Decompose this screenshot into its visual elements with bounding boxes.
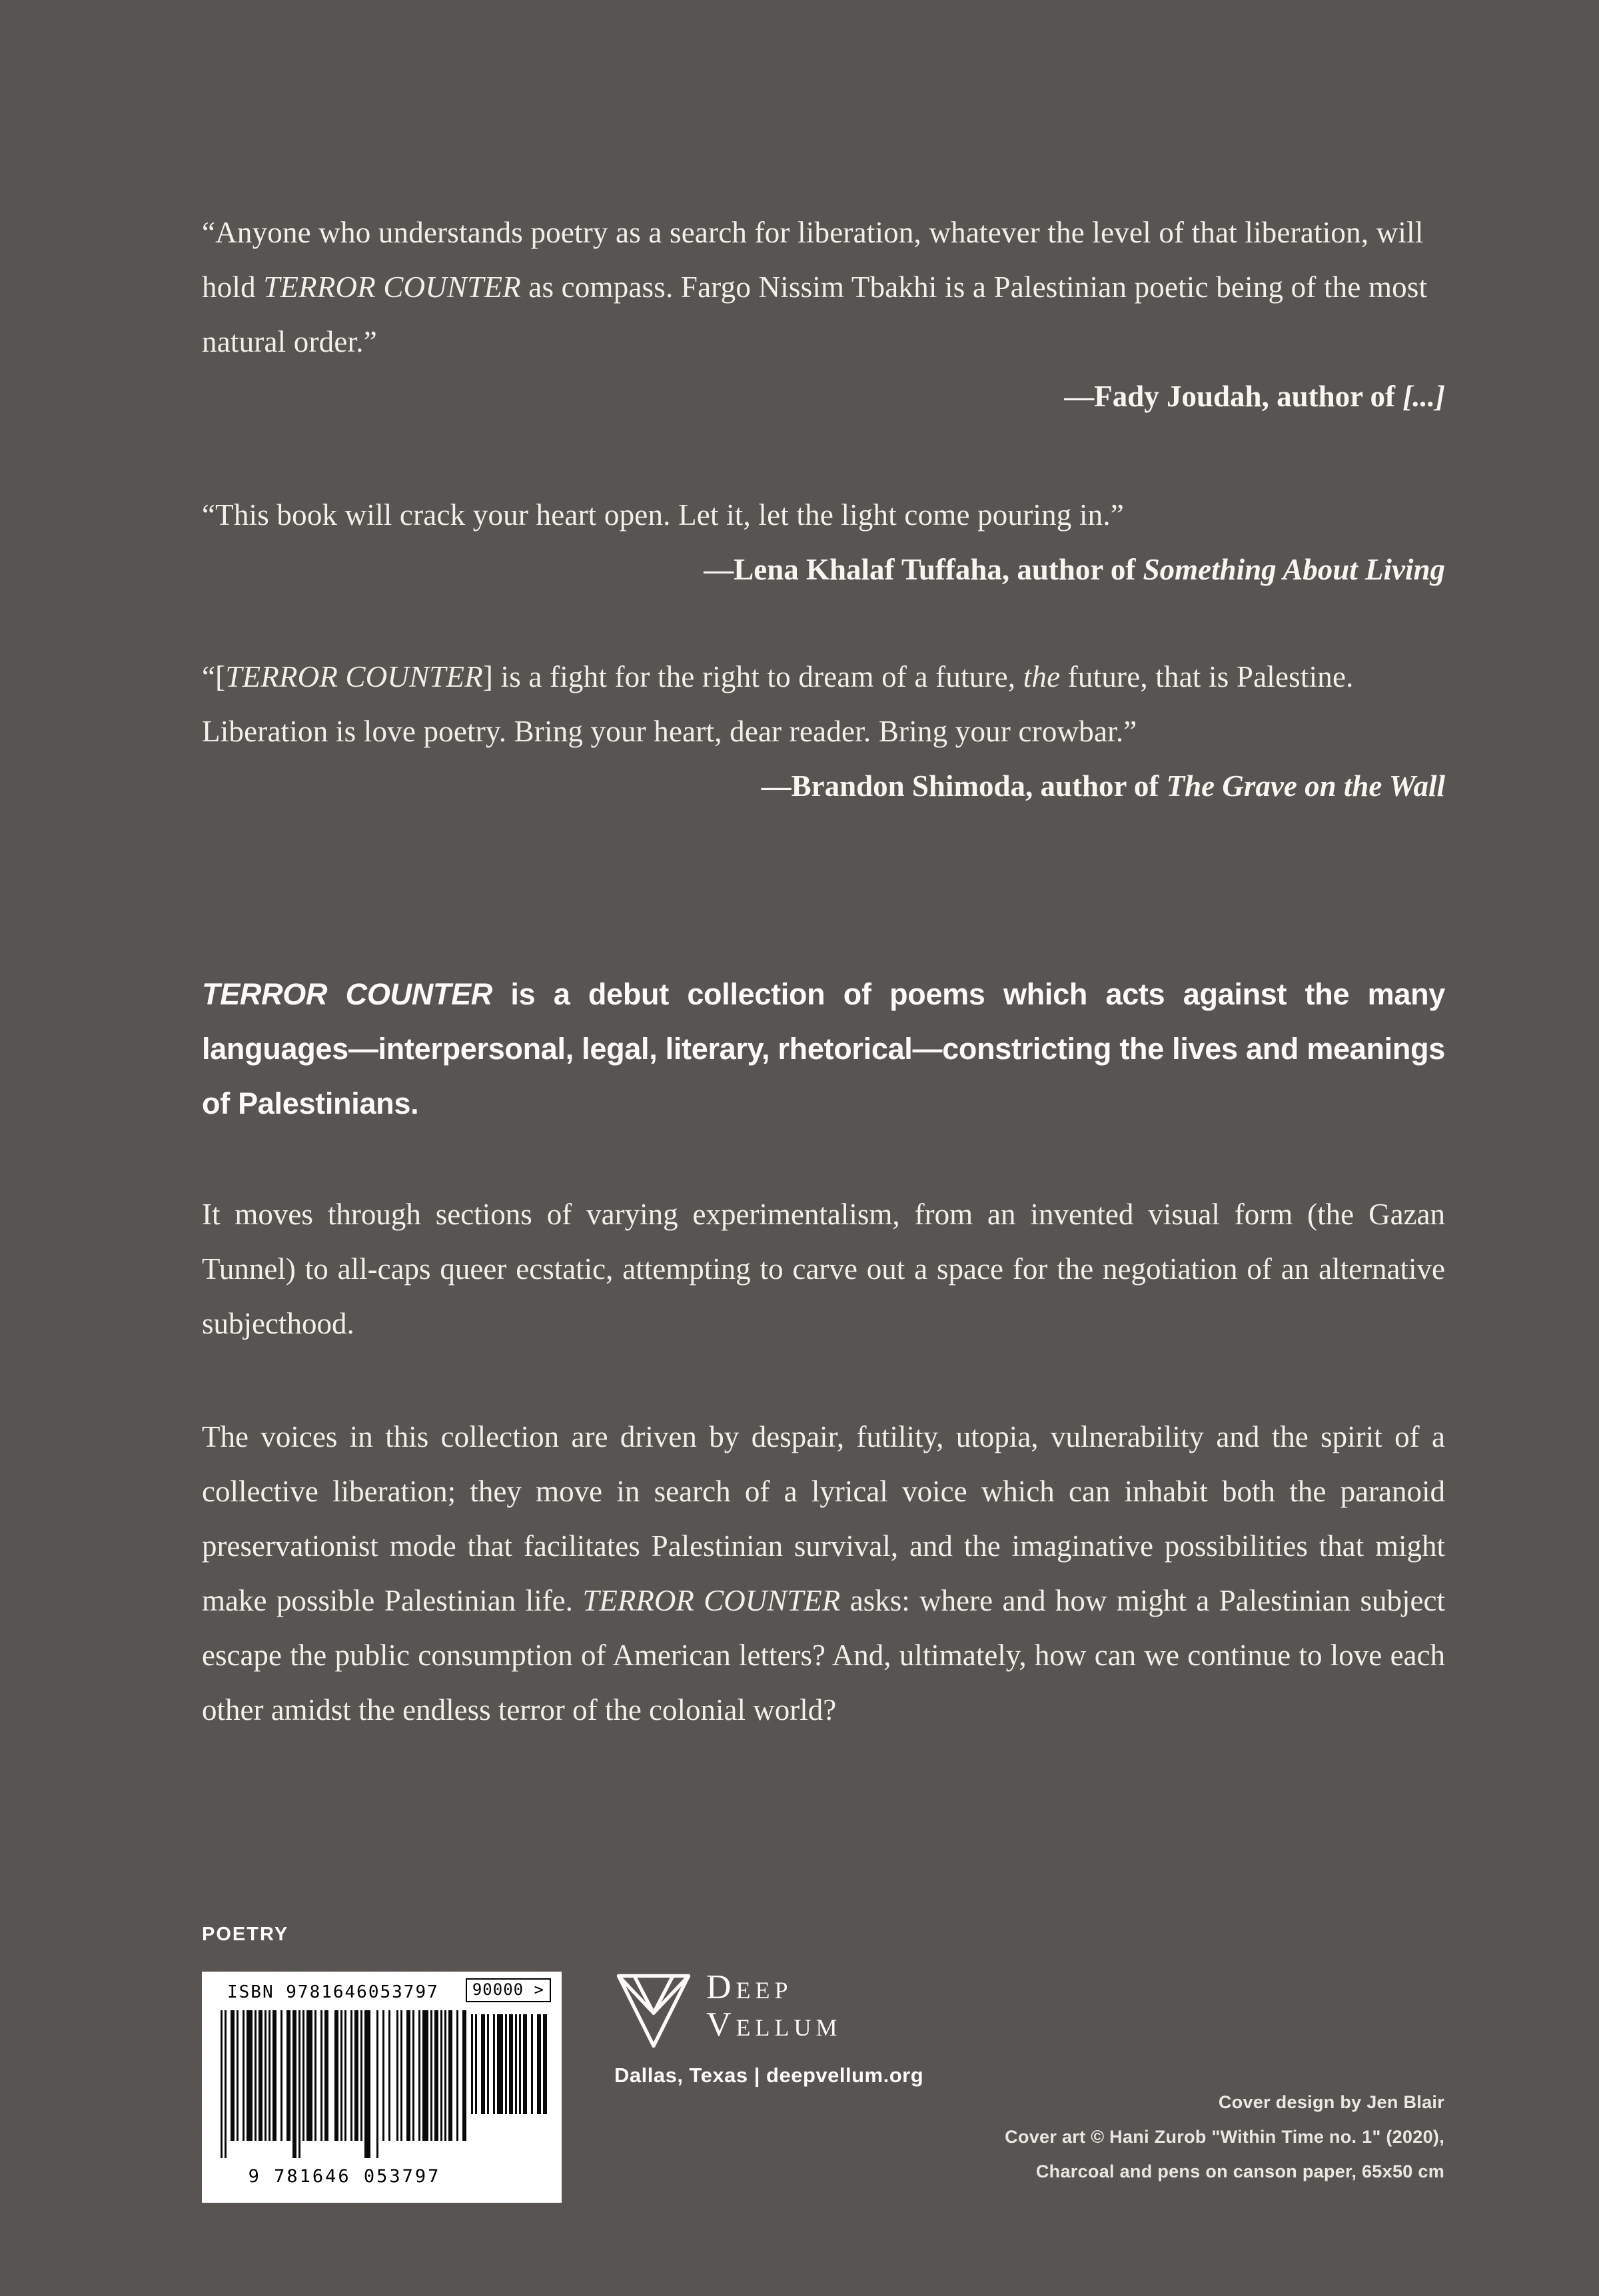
quote-block-2 [202, 488, 1445, 597]
category-label: POETRY [202, 1924, 289, 1945]
description-paragraph-3: The voices in this collection are driven by despair, futility, utopia, vulnerability and the spirit of a collective liberation; they move in search of a lyrical voice which can inhabit both the paranoid preservationist mode that facilitates Palestinian survival, and the imaginative possibilities that might make possible Palestinian life. TERROR COUNTER asks: where and how might a Palestinian subject escape the public consumption of American letters? And, ultimately, how can we continue to love each other amidst the endless terror of the colonial world? [202, 1420, 1445, 1726]
quote-2-text: “This book will crack your heart open. Let it, let the light come pouring in.” [202, 498, 1124, 532]
description-lead: TERROR COUNTER is a debut collection of poems which acts against the many languages—interpersonal, legal, literary, rhetorical—constricting the lives and meanings of Palestinians. [202, 977, 1445, 1120]
quote-3-text: “[TERROR COUNTER] is a fight for the right to dream of a future, the future, that is Palestine. Liberation is love poetry. Bring your heart, dear reader. Bring your crowbar.” [202, 660, 1354, 748]
credit-design: Cover design by Jen Blair [1218, 2092, 1444, 2112]
publisher-location: Dallas, Texas | deepvellum.org [614, 2064, 924, 2087]
barcode-bars-addon [471, 2014, 550, 2114]
credit-cover-art: Cover art © Hani Zurob "Within Time no. 1" (2020), [1005, 2127, 1444, 2147]
quote-block-3 [202, 649, 1445, 813]
quote-3-attribution: —Brandon Shimoda, author of The Grave on the Wall [761, 769, 1445, 803]
credit-medium: Charcoal and pens on canson paper, 65x50 cm [1035, 2161, 1444, 2181]
barcode-bars-main [221, 2010, 468, 2158]
barcode-digits: 9 781646 053797 [248, 2166, 441, 2187]
quote-1-text: “Anyone who understands poetry as a search for liberation, whatever the level of that liberation, will hold TERROR COUNTER as compass. Fargo Nissim Tbakhi is a Palestinian poetic being of the most natural order.” [202, 216, 1428, 358]
quote-2-attribution: —Lena Khalaf Tuffaha, author of Something About Living [704, 553, 1445, 586]
publisher-name-line-2: Vellum [706, 2006, 842, 2044]
credits [645, 2085, 1444, 2189]
barcode-isbn-text: ISBN 9781646053797 [227, 1982, 439, 2002]
publisher-name-line-1: Deep [706, 1968, 793, 2006]
publisher-name [706, 1969, 842, 2044]
barcode [202, 1972, 562, 2203]
deep-vellum-logo-icon [614, 1972, 693, 2050]
description-paragraph-2: It moves through sections of varying experimentalism, from an invented visual form (the Gazan Tunnel) to all-caps queer ecstatic, attempting to carve out a space for the negotiation of an alternative subjecthood. [202, 1198, 1445, 1340]
quote-block-1 [202, 205, 1445, 424]
quote-1-attribution: —Fady Joudah, author of [...] [1064, 380, 1445, 413]
barcode-addon-label: 90000 > [466, 1978, 551, 2002]
